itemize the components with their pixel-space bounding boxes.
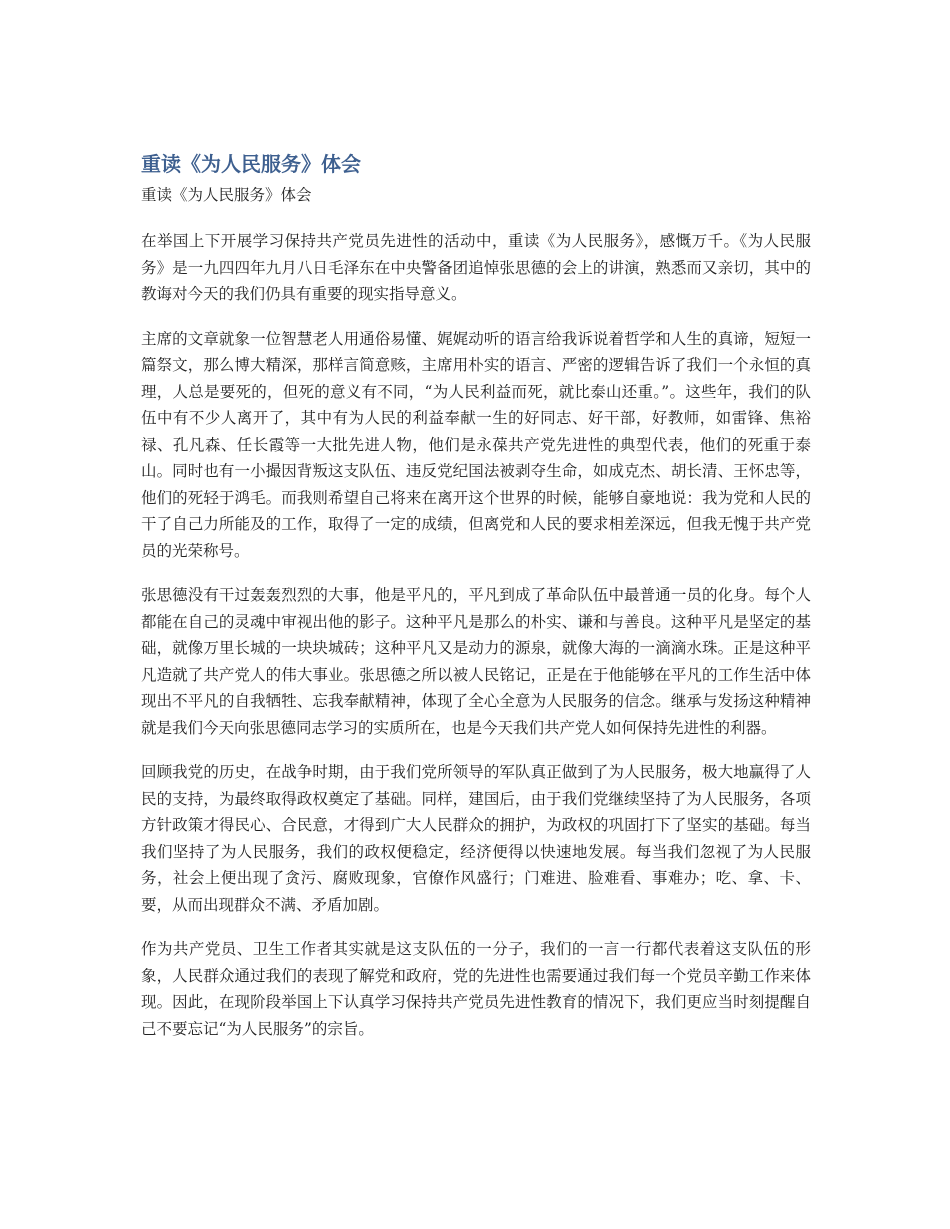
paragraph-3: 张思德没有干过轰轰烈烈的大事，他是平凡的，平凡到成了革命队伍中最普通一员的化身。每个人都能在自己的灵魂中审视出他的影子。这种平凡是那么的朴实、谦和与善良。这种平凡是坚定的基础，就像万里长城的一块块城砖；这种平凡又是动力的源泉，就像大海的一滴滴水珠。正是这种平凡造就了共产党人的伟大事业。张思德之所以被人民铭记，正是在于他能够在平凡的工作生活中体现出不平凡的自我牺牲、忘我奉献精神，体现了全心全意为人民服务的信念。继承与发扬这种精神就是我们今天向张思德同志学习的实质所在，也是今天我们共产党人如何保持先进性的利器。	[141, 586, 811, 737]
document-title: 重读《为人民服务》体会	[141, 152, 361, 176]
paragraph-4: 回顾我党的历史，在战争时期，由于我们党所领导的军队真正做到了为人民服务，极大地赢得了人民的支持，为最终取得政权奠定了基础。同样，建国后，由于我们党继续坚持了为人民服务，各项方针政策才得民心、合民意，才得到广大人民群众的拥护，为政权的巩固打下了坚实的基础。每当我们坚持了为人民服务，我们的政权便稳定，经济便得以快速地发展。每当我们忽视了为人民服务，社会上便出现了贪污、腐败现象，官僚作风盛行；门难进、脸难看、事难办；吃、拿、卡、要，从而出现群众不满、矛盾加剧。	[141, 763, 811, 914]
paragraph-2: 主席的文章就象一位智慧老人用通俗易懂、娓娓动听的语言给我诉说着哲学和人生的真谛，短短一篇祭文，那么博大精深，那样言简意赅，主席用朴实的语言、严密的逻辑告诉了我们一个永恒的真理，人总是要死的，但死的意义有不同，“为人民利益而死，就比泰山还重。”。这些年，我们的队伍中有不少人离开了，其中有为人民的利益奉献一生的好同志、好干部，好教师，如雷锋、焦裕禄、孔凡森、任长霞等一大批先进人物，他们是永葆共产党先进性的典型代表，他们的死重于泰山。同时也有一小撮因背叛这支队伍、违反党纪国法被剥夺生命，如成克杰、胡长清、王怀忠等，他们的死轻于鸿毛。而我则希望自己将来在离开这个世界的时候，能够自豪地说：我为党和人民的干了自己力所能及的工作，取得了一定的成绩，但离党和人民的要求相差深远，但我无愧于共产党员的光荣称号。	[141, 329, 811, 560]
document-subtitle: 重读《为人民服务》体会	[141, 186, 312, 204]
paragraph-1: 在举国上下开展学习保持共产党员先进性的活动中，重读《为人民服务》，感慨万千。《为人民服务》是一九四四年九月八日毛泽东在中央警备团追悼张思德的会上的讲演，熟悉而又亲切，其中的教诲对今天的我们仍具有重要的现实指导意义。	[141, 232, 811, 303]
document-page	[141, 150, 811, 1060]
paragraph-5: 作为共产党员、卫生工作者其实就是这支队伍的一分子，我们的一言一行都代表着这支队伍的形象，人民群众通过我们的表现了解党和政府，党的先进性也需要通过我们每一个党员辛勤工作来体现。因此，在现阶段举国上下认真学习保持共产党员先进性教育的情况下，我们更应当时刻提醒自己不要忘记“为人民服务”的宗旨。	[141, 940, 811, 1038]
